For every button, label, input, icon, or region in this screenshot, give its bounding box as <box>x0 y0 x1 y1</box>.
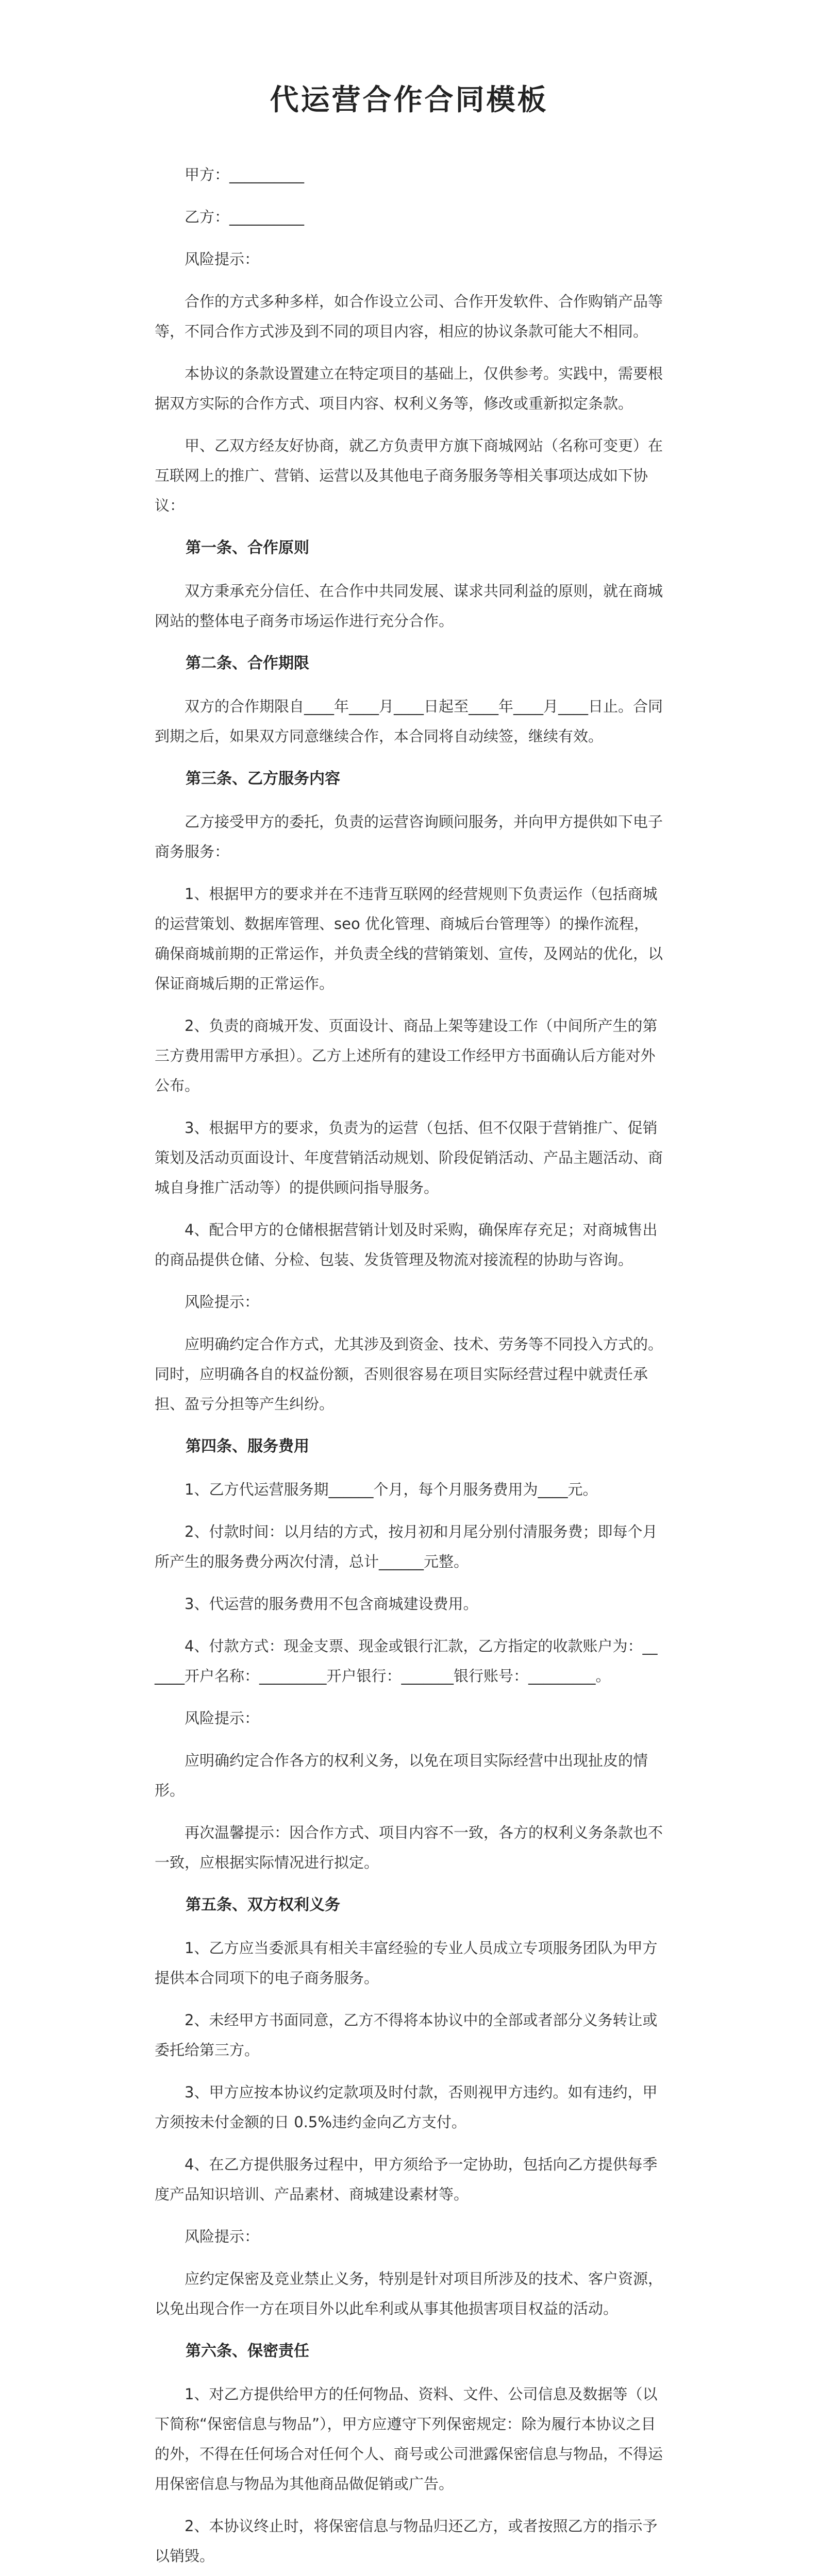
section-paragraph: 1、根据甲方的要求并在不违背互联网的经营规则下负责运作（包括商城的运营策划、数据库管理、seo 优化管理、商城后台管理等）的操作流程，确保商城前期的正常运作，并负责全线的营销策划、宣传，及网站的优化，以保证商城后期的正常运作。 <box>155 885 663 992</box>
section-heading: 第二条、合作期限 <box>186 654 309 672</box>
section-paragraph: 2、负责的商城开发、页面设计、商品上架等建设工作（中间所产生的第三方费用需甲方承担）。乙方上述所有的建设工作经甲方书面确认后方能对外公布。 <box>155 1017 658 1094</box>
section-paragraph: 4、配合甲方的仓储根据营销计划及时采购，确保库存充足；对商城售出的商品提供仓储、分检、包装、发货管理及物流对接流程的协助与咨询。 <box>155 1221 658 1268</box>
risk-note: 合作的方式多种多样，如合作设立公司、合作开发软件、合作购销产品等等，不同合作方式涉及到不同的项目内容，相应的协议条款可能大不相同。 <box>155 293 663 340</box>
party-a-line: 甲方：__________ <box>185 166 305 183</box>
section-heading: 第五条、双方权利义务 <box>186 1896 340 1914</box>
risk-note: 本协议的条款设置建立在特定项目的基础上，仅供参考。实践中，需要根据双方实际的合作方式、项目内容、权利义务等，修改或重新拟定条款。 <box>155 365 663 412</box>
risk-note: 应明确约定合作方式，尤其涉及到资金、技术、劳务等不同投入方式的。同时，应明确各自的权益份额，否则很容易在项目实际经营过程中就责任承担、盈亏分担等产生纠纷。 <box>155 1335 663 1413</box>
section-heading: 第六条、保密责任 <box>186 2342 309 2360</box>
section-paragraph: 2、未经甲方书面同意，乙方不得将本协议中的全部或者部分义务转让或委托给第三方。 <box>155 2011 658 2059</box>
intro-paragraph: 甲、乙双方经友好协商，就乙方负责甲方旗下商城网站（名称可变更）在互联网上的推广、营销、运营以及其他电子商务服务等相关事项达成如下协议： <box>155 437 663 514</box>
risk-label: 风险提示： <box>185 1709 260 1727</box>
section-paragraph: 双方秉承充分信任、在合作中共同发展、谋求共同利益的原则，就在商城网站的整体电子商务市场运作进行充分合作。 <box>155 582 663 630</box>
section-paragraph: 1、乙方代运营服务期______个月，每个月服务费用为____元。 <box>185 1481 598 1498</box>
section-heading: 第四条、服务费用 <box>186 1437 309 1455</box>
document-title: 代运营合作合同模板 <box>270 83 548 117</box>
section-paragraph: 4、付款方式：现金支票、现金或银行汇款，乙方指定的收款账户为：______开户名称：_________开户银行：_______银行账号：_________。 <box>155 1637 658 1685</box>
section-heading: 第三条、乙方服务内容 <box>186 770 340 788</box>
risk-label: 风险提示： <box>185 2228 260 2245</box>
party-b-line: 乙方：__________ <box>185 208 305 226</box>
risk-note: 应约定保密及竞业禁止义务，特别是针对项目所涉及的技术、客户资源，以免出现合作一方在项目外以此牟利或从事其他损害项目权益的活动。 <box>155 2270 663 2317</box>
section-paragraph: 3、甲方应按本协议约定款项及时付款，否则视甲方违约。如有违约，甲方须按未付金额的日 0.5%违约金向乙方支付。 <box>155 2083 658 2131</box>
section-paragraph: 2、付款时间：以月结的方式，按月初和月尾分别付清服务费；即每个月所产生的服务费分两次付清，总计______元整。 <box>155 1523 658 1570</box>
section-paragraph: 乙方接受甲方的委托，负责的运营咨询顾问服务，并向甲方提供如下电子商务服务： <box>155 813 663 860</box>
section-heading: 第一条、合作原则 <box>186 539 309 557</box>
risk-label: 风险提示： <box>185 1293 260 1311</box>
section-paragraph: 4、在乙方提供服务过程中，甲方须给予一定协助，包括向乙方提供每季度产品知识培训、产品素材、商城建设素材等。 <box>155 2156 658 2203</box>
section-paragraph: 双方的合作期限自____年____月____日起至____年____月____日止。合同到期之后，如果双方同意继续合作，本合同将自动续签，继续有效。 <box>155 698 663 745</box>
section-paragraph: 1、乙方应当委派具有相关丰富经验的专业人员成立专项服务团队为甲方提供本合同项下的电子商务服务。 <box>155 1939 658 1987</box>
section-paragraph: 3、根据甲方的要求，负责为的运营（包括、但不仅限于营销推广、促销策划及活动页面设计、年度营销活动规划、阶段促销活动、产品主题活动、商城自身推广活动等）的提供顾问指导服务。 <box>155 1119 663 1196</box>
section-paragraph: 2、本协议终止时，将保密信息与物品归还乙方，或者按照乙方的指示予以销毁。 <box>155 2517 658 2565</box>
section-paragraph: 3、代运营的服务费用不包含商城建设费用。 <box>185 1595 478 1613</box>
risk-label: 风险提示： <box>185 250 260 268</box>
section-paragraph: 1、对乙方提供给甲方的任何物品、资料、文件、公司信息及数据等（以下简称“保密信息与物品”），甲方应遵守下列保密规定：除为履行本协议之目的外，不得在任何场合对任何个人、商号或公司泄露保密信息与物品，不得运用保密信息与物品为其他商品做促销或广告。 <box>155 2385 663 2493</box>
risk-note: 应明确约定合作各方的权利义务，以免在项目实际经营中出现扯皮的情形。 <box>155 1752 648 1799</box>
risk-note: 再次温馨提示：因合作方式、项目内容不一致，各方的权利义务条款也不一致，应根据实际情况进行拟定。 <box>155 1824 663 1871</box>
